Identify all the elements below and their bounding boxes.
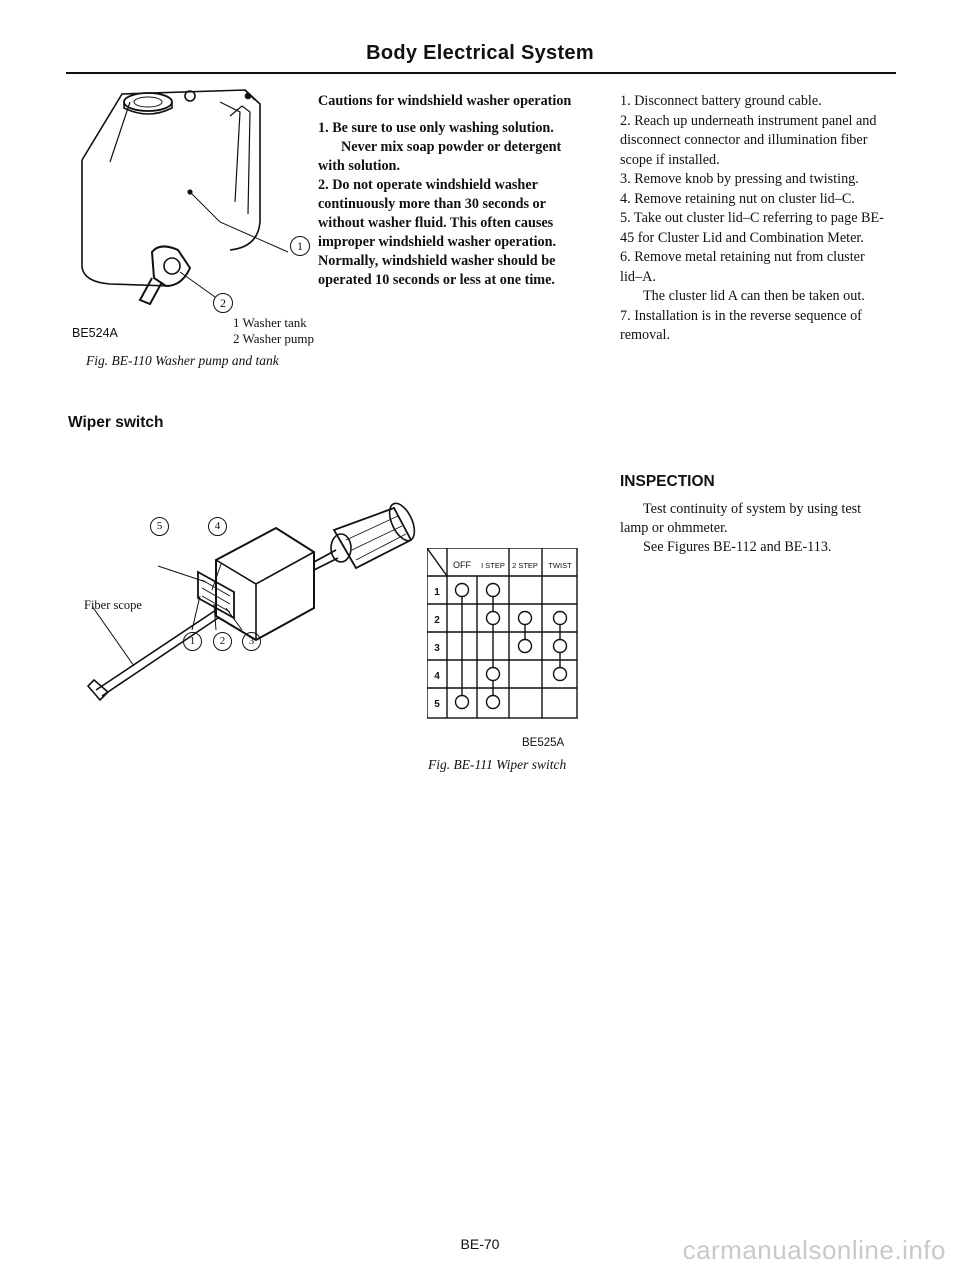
figure-code: BE524A — [72, 326, 118, 340]
continuity-node — [519, 640, 532, 653]
col-header: I STEP — [481, 561, 505, 570]
header-rule — [66, 72, 896, 74]
caution-paragraph: 2. Do not operate windshield washer continuously more than 30 seconds or without washer fluid. This often causes improper windshield washer operation. Normally, windshield washer should be operated 10 seconds or less at one time. — [318, 177, 557, 288]
section-heading: Wiper switch — [68, 414, 164, 431]
step: 4. Remove retaining nut on cluster lid–C. — [620, 190, 855, 207]
figure-caption: Fig. BE-111 Wiper switch — [428, 757, 567, 772]
step: 7. Installation is in the reverse sequence of removal. — [620, 307, 862, 343]
continuity-node — [487, 584, 500, 597]
col-header: OFF — [453, 560, 471, 570]
cautions-section — [318, 92, 580, 290]
continuity-node — [456, 584, 469, 597]
caution-paragraph: Never mix soap powder or detergent with solution. — [318, 139, 562, 174]
continuity-node — [554, 668, 567, 681]
watermark: carmanualsonline.info — [682, 1235, 946, 1265]
inspection-text — [620, 500, 884, 557]
callout-2-circle: 2 — [213, 293, 233, 313]
fiber-scope-label: Fiber scope — [84, 598, 142, 612]
inspection-paragraph: See Figures BE-112 and BE-113. — [643, 539, 832, 555]
inspection-heading: INSPECTION — [620, 473, 715, 490]
continuity-node — [487, 668, 500, 681]
step-note: The cluster lid A can then be taken out. — [643, 288, 865, 304]
callout-1-circle: 1 — [183, 632, 202, 651]
cautions-title: Cautions for windshield washer operation — [318, 93, 572, 109]
caution-paragraph: 1. Be sure to use only washing solution. — [318, 120, 554, 136]
removal-steps — [620, 92, 884, 346]
continuity-node — [554, 612, 567, 625]
page-number: BE-70 — [460, 1236, 500, 1252]
continuity-node — [519, 612, 532, 625]
step: 6. Remove metal retaining nut from cluster lid–A. — [620, 249, 865, 285]
continuity-table — [427, 548, 587, 728]
continuity-node — [487, 612, 500, 625]
step: 5. Take out cluster lid–C referring to page BE-45 for Cluster Lid and Combination Meter. — [620, 210, 884, 246]
callout-5-circle: 5 — [150, 517, 169, 536]
step: 2. Reach up underneath instrument panel and disconnect connector and illumination fiber scope if installed. — [620, 112, 877, 168]
row-label: 3 — [434, 643, 440, 654]
continuity-node — [456, 696, 469, 709]
legend-item: 1 Washer tank — [233, 315, 307, 330]
continuity-node — [554, 640, 567, 653]
inspection-paragraph: Test continuity of system by using test lamp or ohmmeter. — [620, 501, 862, 536]
continuity-node — [487, 696, 500, 709]
row-label: 1 — [434, 587, 440, 598]
col-header: TWIST — [548, 561, 572, 570]
row-label: 4 — [434, 671, 440, 682]
washer-tank-illustration — [70, 82, 320, 322]
figure-legend — [233, 315, 314, 347]
callout-4-circle: 4 — [208, 517, 227, 536]
page-header: Body Electrical System — [366, 42, 594, 64]
callout-1-circle: 1 — [290, 236, 310, 256]
figure-caption: Fig. BE-110 Washer pump and tank — [86, 353, 279, 368]
callout-3-circle: 3 — [242, 632, 261, 651]
step: 1. Disconnect battery ground cable. — [620, 93, 822, 109]
figure-code: BE525A — [522, 737, 565, 749]
callout-2-circle: 2 — [213, 632, 232, 651]
col-header: 2 STEP — [512, 561, 538, 570]
row-label: 5 — [434, 699, 440, 710]
legend-item: 2 Washer pump — [233, 331, 315, 346]
row-label: 2 — [434, 615, 440, 626]
step: 3. Remove knob by pressing and twisting. — [620, 171, 859, 187]
